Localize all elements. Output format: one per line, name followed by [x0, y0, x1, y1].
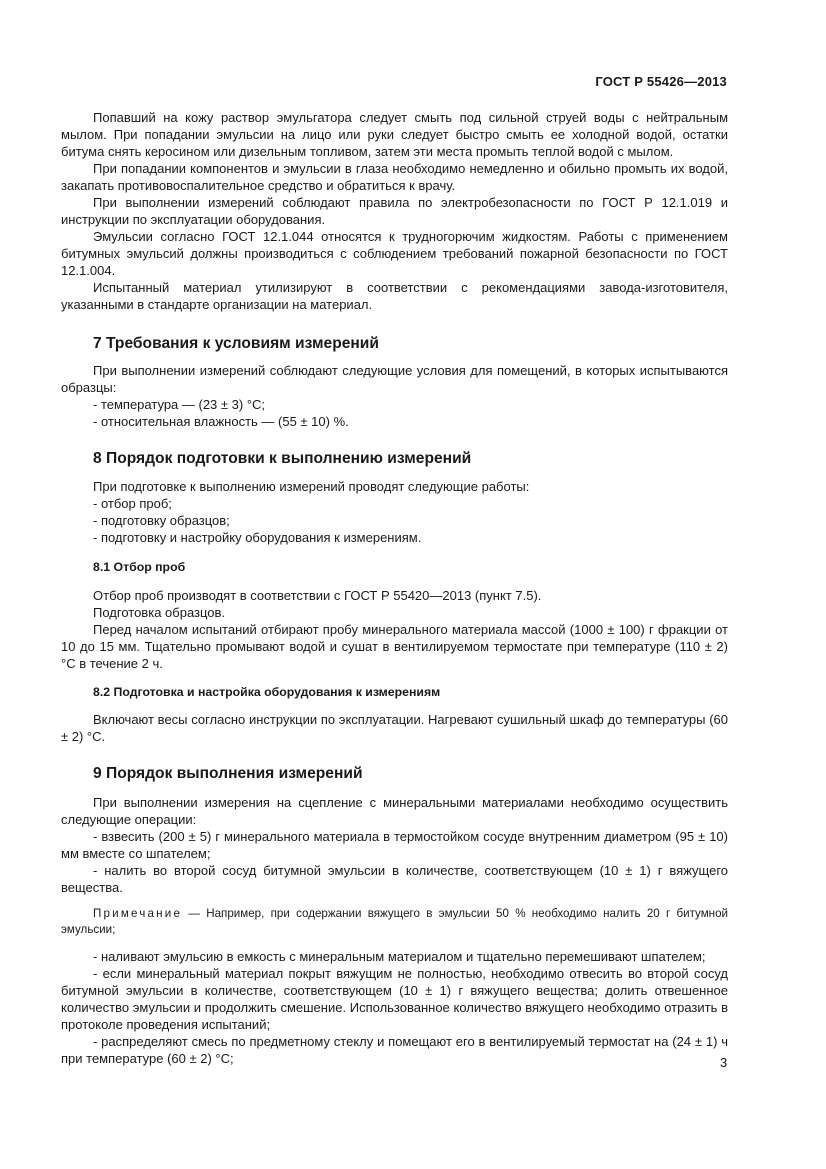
list-item: - взвесить (200 ± 5) г минерального материала в термостойком сосуде внутренним диаметром (95 ± 10) мм вместе со шпателем;	[61, 829, 728, 861]
paragraph: Эмульсии согласно ГОСТ 12.1.044 относятся к трудногорючим жидкостям. Работы с применением битумных эмульсий должны производиться с соблюдением требований пожарной безопасности по ГОСТ 12.1.004.	[61, 229, 728, 278]
section-heading-8: 8 Порядок подготовки к выполнению измерений	[93, 450, 472, 467]
section-heading-7: 7 Требования к условиям измерений	[93, 335, 379, 352]
paragraph: Подготовка образцов.	[93, 605, 226, 620]
list-item: - если минеральный материал покрыт вяжущим не полностью, необходимо отвесить во второй сосуд битумной эмульсии в количестве, соответствующем (10 ± 1) г вяжущего вещества; долить отвешенное количество эмульсии и продолжить смешение. Использованное количество вяжущего необходимо отразить в протоколе проведения испытаний;	[61, 966, 728, 1032]
list-item: - подготовку образцов;	[93, 513, 230, 528]
list-item: - отбор проб;	[93, 496, 172, 511]
list-item: - распределяют смесь по предметному стеклу и помещают его в вентилируемый термостат на (24 ± 1) ч при температуре (60 ± 2) °C;	[61, 1034, 728, 1066]
list-item: - относительная влажность — (55 ± 10) %.	[93, 414, 349, 429]
paragraph: При выполнении измерений соблюдают правила по электробезопасности по ГОСТ Р 12.1.019 и инструкции по эксплуатации оборудования.	[61, 195, 728, 227]
list-item: - наливают эмульсию в емкость с минеральным материалом и тщательно перемешивают шпателем;	[93, 949, 706, 964]
paragraph: Испытанный материал утилизируют в соответствии с рекомендациями завода-изготовителя, указанными в стандарте организации на материал.	[61, 280, 728, 312]
list-item: - налить во второй сосуд битумной эмульсии в количестве, соответствующем (10 ± 1) г вяжущего вещества.	[61, 863, 728, 895]
paragraph: При подготовке к выполнению измерений проводят следующие работы:	[93, 479, 530, 494]
page-number: 3	[720, 1055, 728, 1070]
list-item: - подготовку и настройку оборудования к измерениям.	[93, 530, 422, 545]
paragraph: Перед началом испытаний отбирают пробу минерального материала массой (1000 ± 100) г фракции от 10 до 15 мм. Тщательно промывают водой и сушат в вентилируемом термостате при температуре (110 ± 2) °C в течение 2 ч.	[61, 622, 728, 671]
subsection-heading-8-1: 8.1 Отбор проб	[93, 560, 186, 574]
paragraph: Попавший на кожу раствор эмульгатора следует смыть под сильной струей воды с нейтральным мылом. При попадании эмульсии на лицо или руки следует быстро смыть ее холодной водой, остатки битума снять керосином или дизельным топливом, затем эти места промыть теплой водой с мылом.	[61, 110, 728, 159]
note	[61, 906, 728, 938]
paragraph: Отбор проб производят в соответствии с ГОСТ Р 55420—2013 (пункт 7.5).	[93, 588, 542, 603]
subsection-heading-8-2: 8.2 Подготовка и настройка оборудования к измерениям	[93, 685, 441, 699]
paragraph: При выполнении измерения на сцепление с минеральными материалами необходимо осуществить следующие операции:	[61, 795, 728, 827]
document-header: ГОСТ Р 55426—2013	[595, 74, 727, 89]
page-body	[61, 109, 728, 1067]
paragraph: При выполнении измерений соблюдают следующие условия для помещений, в которых испытываются образцы:	[61, 363, 728, 395]
paragraph: Включают весы согласно инструкции по эксплуатации. Нагревают сушильный шкаф до температуры (60 ± 2) °C.	[61, 712, 728, 744]
list-item: - температура — (23 ± 3) °C;	[93, 397, 266, 412]
note-label: Примечание	[93, 907, 183, 920]
paragraph: При попадании компонентов и эмульсии в глаза необходимо немедленно и обильно промыть их водой, закапать противовоспалительное средство и обратиться к врачу.	[61, 161, 728, 193]
section-heading-9: 9 Порядок выполнения измерений	[93, 765, 363, 782]
note-text: — Например, при содержании вяжущего в эмульсии 50 % необходимо налить 20 г битумной эмульсии;	[61, 907, 728, 936]
